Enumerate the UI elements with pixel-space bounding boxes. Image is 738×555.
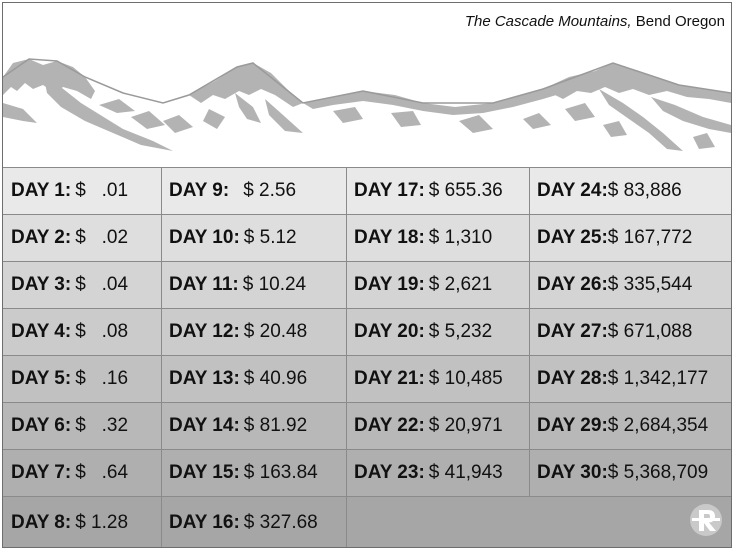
day-label: DAY 24: [537,180,608,201]
day-label: DAY 19: [354,274,425,295]
table-row [3,168,731,215]
day-label: DAY 30: [537,462,608,483]
amount-value: $ 41,943 [428,462,503,483]
day-label: DAY 18: [354,227,425,248]
amount-value: $ .08 [75,321,129,342]
table-cell [530,356,731,403]
amount-value: $ 1.28 [75,511,129,533]
day-label: DAY 21: [354,368,425,389]
table-cell [530,450,731,497]
table-cell [162,497,347,548]
table-cell [162,168,347,215]
amount-value: $ .16 [75,368,129,389]
amount-value: $ .32 [75,415,129,436]
table-cell [3,356,162,403]
table-row [3,215,731,262]
table-cell [347,356,530,403]
table-cell [162,450,347,497]
r-monogram-icon [689,503,723,537]
day-label: DAY 15: [169,462,240,483]
table-cell [3,168,162,215]
day-label: DAY 11: [169,274,239,295]
amount-value: $ .02 [75,227,129,248]
banner-caption [465,13,725,30]
table-cell [347,168,530,215]
day-label: DAY 26: [537,274,608,295]
amount-value: $ 335,544 [607,274,693,295]
amount-value: $ 671,088 [607,321,693,342]
empty-cell [347,497,731,548]
amount-value: $ 1,310 [428,227,493,248]
amount-value: $ 2,684,354 [607,415,709,436]
amount-value: $ 5.12 [243,227,297,248]
table-cell [3,450,162,497]
amount-value: $ 5,232 [428,321,493,342]
table-cell [347,309,530,356]
day-label: DAY 6: [11,415,72,436]
day-label: DAY 23: [354,462,425,483]
caption-plain: Bend Oregon [631,13,725,30]
day-label: DAY 10: [169,227,240,248]
table-row [3,497,731,548]
table-row [3,356,731,403]
table-cell [3,403,162,450]
mountain-illustration [3,33,731,167]
amount-value: $ 327.68 [243,511,318,533]
day-label: DAY 16: [169,511,240,533]
day-label: DAY 29: [537,415,608,436]
amount-value: $ 81.92 [243,415,308,436]
amount-value: $ 2.56 [243,180,297,201]
table-cell [347,262,530,309]
table-row [3,403,731,450]
table-cell [347,215,530,262]
amount-value: $ 163.84 [243,462,318,483]
day-label: DAY 5: [11,368,72,389]
amount-value: $ 83,886 [607,180,682,201]
table-cell [3,262,162,309]
amount-value: $ 2,621 [428,274,493,295]
table-row [3,309,731,356]
amount-value: $ 10.24 [242,274,307,295]
amount-value: $ 40.96 [243,368,308,389]
day-label: DAY 3: [11,274,72,295]
table-cell [162,356,347,403]
day-label: DAY 27: [537,321,608,342]
page-frame [2,2,732,548]
day-label: DAY 1: [11,180,72,201]
amount-value: $ 655.36 [428,180,503,201]
amount-value: $ 1,342,177 [607,368,709,389]
table-cell [347,450,530,497]
amount-value: $ 167,772 [607,227,693,248]
table-cell [3,497,162,548]
day-label: DAY 22: [354,415,425,436]
amount-value: $ 10,485 [428,368,503,389]
mountain-banner [3,3,731,168]
amount-value: $ 5,368,709 [607,462,709,483]
amount-value: $ .64 [75,462,129,483]
table-cell [162,403,347,450]
table-cell [530,403,731,450]
day-label: DAY 28: [537,368,608,389]
table-cell [530,262,731,309]
amount-value: $ .04 [75,274,129,295]
day-label: DAY 25: [537,227,608,248]
day-label: DAY 7: [11,462,72,483]
amount-value: $ 20,971 [428,415,503,436]
day-label: DAY 17: [354,180,425,201]
amount-value: $ 20.48 [243,321,308,342]
day-label: DAY 14: [169,415,240,436]
day-label: DAY 9: [169,180,230,201]
table-cell [3,215,162,262]
table-cell [3,309,162,356]
table-cell [530,309,731,356]
table-row [3,262,731,309]
table-cell [162,262,347,309]
table-cell [162,215,347,262]
day-label: DAY 12: [169,321,240,342]
day-label: DAY 2: [11,227,72,248]
table-cell [530,168,731,215]
table-cell [347,403,530,450]
caption-italic: The Cascade Mountains, [464,13,632,30]
amount-value: $ .01 [75,180,129,201]
day-label: DAY 13: [169,368,240,389]
table-cell [530,215,731,262]
day-label: DAY 20: [354,321,425,342]
day-label: DAY 8: [11,511,72,533]
day-label: DAY 4: [11,321,72,342]
table-cell [162,309,347,356]
table-row [3,450,731,497]
